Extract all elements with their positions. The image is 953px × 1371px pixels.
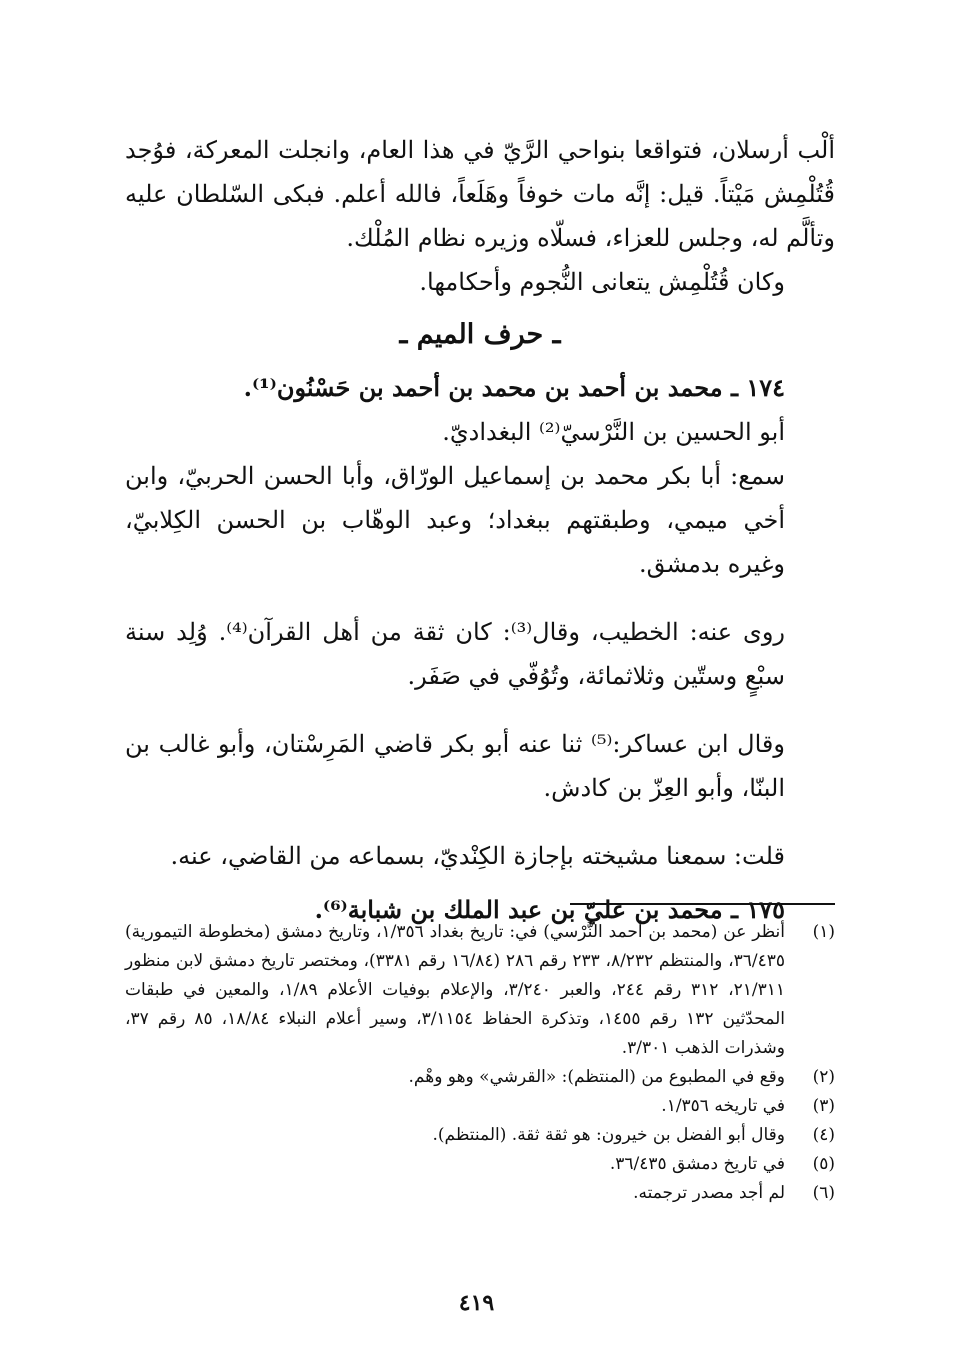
paragraph-qutlumish-astrology: وكان قُتُلْمِش يتعانى النُّجوم وأحكامها. [419, 268, 785, 296]
page-number: ٤١٩ [458, 1290, 495, 1316]
footnote [125, 1063, 835, 1092]
footnote-text: أنظر عن (محمد بن أحمد النَّرْسي) في: تاريخ بغداد ١/٣٥٦، وتاريخ دمشق (مخطوطة التيمورية) ٣٦/٤٣٥، والمنتظم ٨/٢٣٢، ٢٣٣ رقم ٢٨٦ (١٦/٨٤ رقم ٣٣٨١)، ومختصر تاريخ دمشق لابن منظور ٢١/٣١١، ٣١٢ رقم ٢٤٤، والعبر ٣/٢٤٠، والإعلام بوفيات الأعلام ١/٨٩، والمعين في طبقات المحدّثين ١٣٢ رقم ١٤٥٥، وتذكرة الحفاظ ٣/١١٥٤، وسير أعلام النبلاء ١٨/٨٤، ٨٥ رقم ٣٧، وشذرات الذهب ٣/٣٠١. [125, 922, 786, 1058]
entry-174-ibn-asakir: وقال ابن عساكر:⁽⁵⁾ ثنا عنه أبو بكر قاضي المَرِسْتان، وأبو غالب بن البنّا، وأبو العِزّ بن كادش. [125, 730, 785, 802]
footnote-number: (٣) [812, 1096, 835, 1116]
entry-174-sama: سمع: أبا بكر محمد بن إسماعيل الورّاق، وأبا الحسن الحربيّ، وابن أخي ميمي، وطبقتهم ببغداد؛ وعبد الوهّاب بن الحسن الكِلابيّ، وغيره بدمشق. [125, 462, 785, 578]
footnote [125, 1121, 835, 1150]
footnote-divider [570, 903, 835, 905]
footnote-text: وقع في المطبوع من (المنتظم): «القرشي» وهو وهْم. [408, 1067, 785, 1087]
footnotes [125, 918, 835, 1208]
footnote-text: لم أجد مصدر ترجمته. [633, 1183, 785, 1203]
footnote [125, 1092, 835, 1121]
footnote [125, 1179, 835, 1208]
entry-174-qult: قلت: سمعنا مشيخته بإجازة الكِنْديّ، بسماعه من القاضي، عنه. [170, 842, 785, 870]
footnote-number: (١) [812, 922, 835, 942]
footnote-number: (٥) [812, 1154, 835, 1174]
footnote-number: (٦) [812, 1183, 835, 1203]
footnote-text: في تاريخه ١/٣٥٦. [661, 1096, 785, 1116]
entry-174-title: ١٧٤ ـ محمد بن أحمد بن محمد بن أحمد بن حَسْنُون⁽¹⁾. [243, 373, 785, 402]
entry-174-rawa: روى عنه: الخطيب، وقال⁽³⁾: كان ثقة من أهل القرآن⁽⁴⁾. وُلِد سنة سبْعٍ وستّين وثلاثمائة، وتُوُفّي في صَفَر. [125, 618, 785, 690]
footnote-number: (٢) [812, 1067, 835, 1087]
section-heading: ـ حرف الميم ـ [399, 319, 561, 350]
paragraph-qutlumish-death: ألْب أرسلان، فتواقعا بنواحي الرَّيّ في هذا العام، وانجلت المعركة، فوُجد قُتُلْمِش مَيْتاً. قيل: إنَّه مات خوفاً وهَلَعاً، فالله أعلم. فبكى السّلطان عليه وتألَّم له، وجلس للعزاء، فسلّاه وزيره نظام المُلْك. [125, 136, 835, 252]
footnote-number: (٤) [812, 1125, 835, 1145]
footnote [125, 918, 835, 1063]
entry-175-title: ١٧٥ ـ محمد بن عليّ بن عبد الملك بن شبابة⁽⁶⁾. [314, 895, 785, 924]
entry-174-kunya: أبو الحسين بن النَّرْسيّ⁽²⁾ البغداديّ. [442, 418, 785, 446]
footnote [125, 1150, 835, 1179]
main-text [125, 128, 835, 932]
footnote-text: وقال أبو الفضل بن خيرون: هو ثقة ثقة. (المنتظم). [432, 1125, 785, 1145]
footnote-text: في تاريخ دمشق ٣٦/٤٣٥. [609, 1154, 785, 1174]
